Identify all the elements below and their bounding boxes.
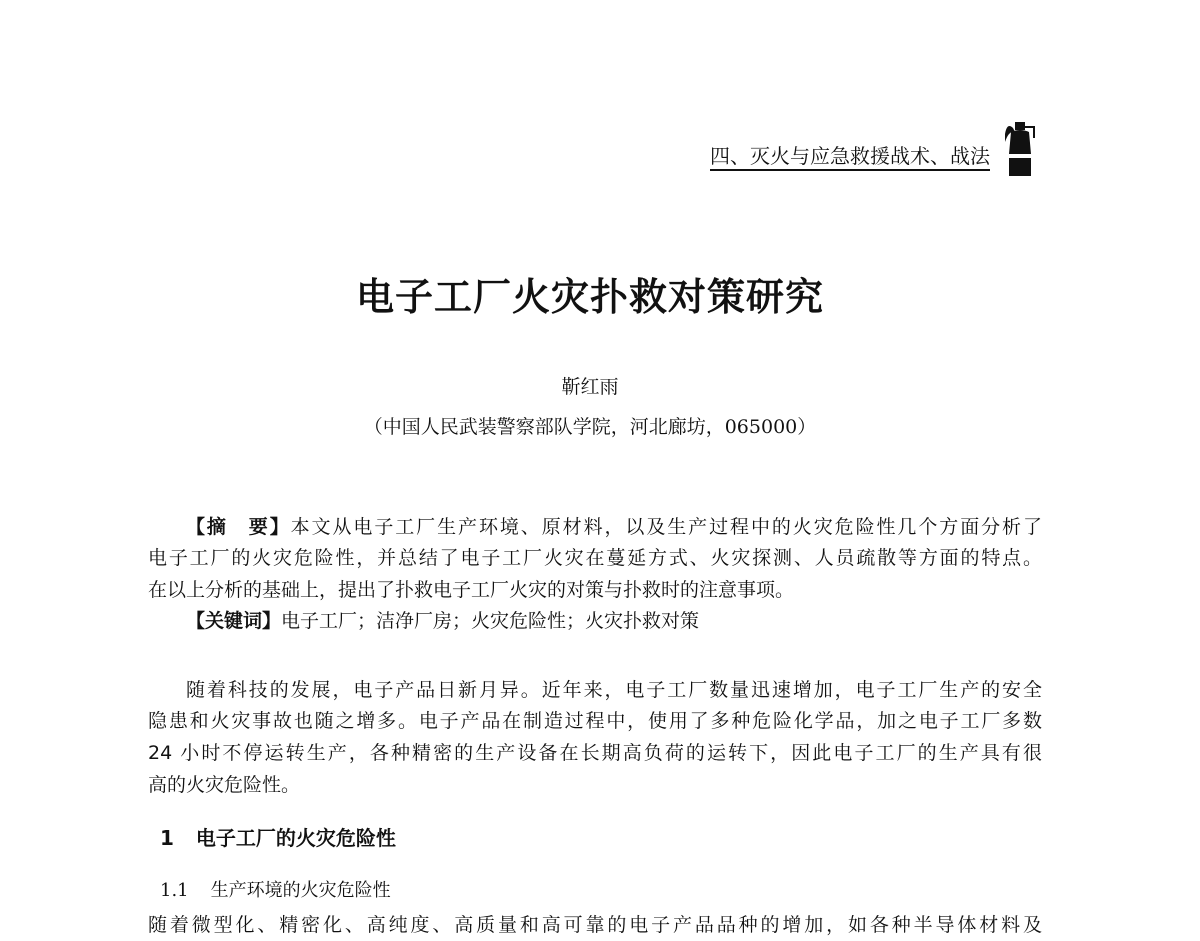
abstract-line: 在以上分析的基础上，提出了扑救电子工厂火灾的对策与扑救时的注意事项。: [148, 579, 795, 601]
running-header: 四、灭火与应急救援战术、战法: [710, 144, 990, 171]
fire-extinguisher-icon: [1003, 118, 1037, 178]
body-line: 随着微型化、精密化、高纯度、高质量和高可靠的电子产品品种的增加，如各种半导体材料及: [148, 914, 1042, 936]
abstract-label: 【摘 要】: [186, 516, 291, 538]
keywords-label: 【关键词】: [186, 610, 282, 632]
body-line: 24 小时不停运转生产，各种精密的生产设备在长期高负荷的运转下，因此电子工厂的生产具有很: [148, 742, 1042, 764]
paper-title: 电子工厂火灾扑救对策研究: [355, 274, 824, 319]
section-heading: 1 电子工厂的火灾危险性: [160, 826, 396, 850]
body-line: 隐患和火灾事故也随之增多。电子产品在制造过程中，使用了多种危险化学品，加之电子工厂多数: [148, 710, 1042, 732]
abstract-line: 电子工厂的火灾危险性，并总结了电子工厂火灾在蔓延方式、火灾探测、人员疏散等方面的特点。: [148, 547, 1042, 569]
keywords: 【关键词】电子工厂；洁净厂房；火灾危险性；火灾扑救对策: [186, 610, 700, 632]
body-line: 高的火灾危险性。: [148, 774, 301, 796]
body-line: 随着科技的发展，电子产品日新月异。近年来，电子工厂数量迅速增加，电子工厂生产的安全: [186, 679, 1042, 701]
abstract-line: 【摘 要】本文从电子工厂生产环境、原材料，以及生产过程中的火灾危险性几个方面分析了: [186, 516, 1042, 538]
author: 靳红雨: [561, 376, 619, 398]
subsection-heading: 1.1 生产环境的火灾危险性: [160, 880, 391, 901]
affiliation: （中国人民武装警察部队学院，河北廊坊，065000）: [363, 416, 817, 438]
